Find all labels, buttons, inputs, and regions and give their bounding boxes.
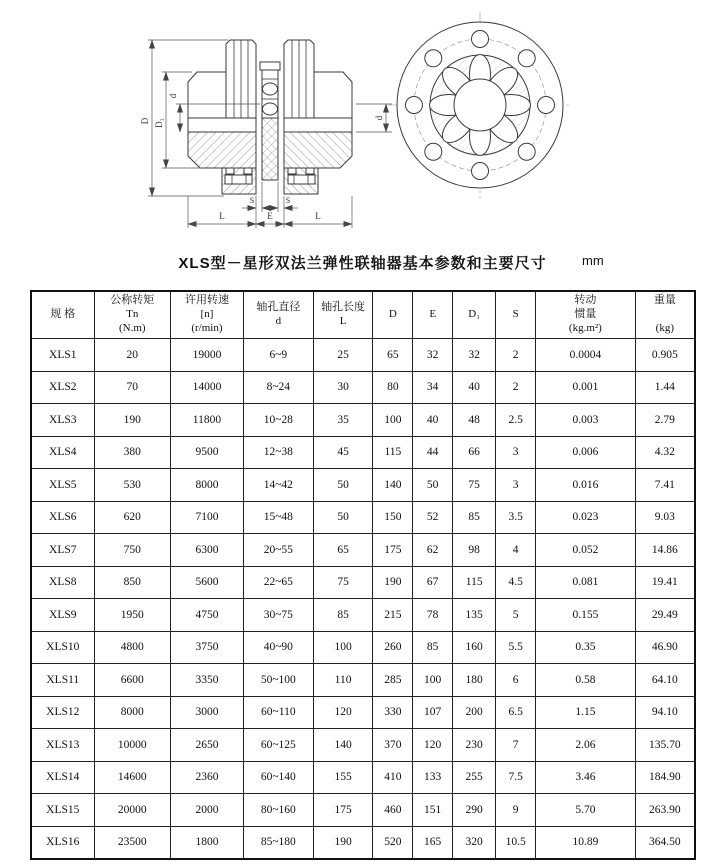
table-cell: 100 (413, 664, 453, 697)
table-cell: 98 (453, 534, 496, 567)
column-header-line (637, 308, 693, 322)
table-cell: 120 (313, 696, 373, 729)
column-header-line: [n] (200, 308, 214, 321)
table-cell: XLS2 (31, 371, 94, 404)
table-cell: 64.10 (635, 664, 695, 697)
column-header-line: S (512, 308, 519, 321)
table-cell: 1800 (170, 826, 243, 859)
column-header-bore-diameter (243, 291, 313, 339)
table-row (31, 469, 695, 502)
technical-drawing (0, 0, 725, 248)
column-header-line: E (429, 308, 437, 321)
table-cell: 10.5 (496, 826, 536, 859)
column-header-speed (170, 291, 243, 339)
table-cell: 20 (94, 339, 170, 372)
table-cell: 60~140 (243, 761, 313, 794)
table-cell: XLS5 (31, 469, 94, 502)
table-cell: 260 (373, 631, 413, 664)
table-cell: 6.5 (496, 696, 536, 729)
table-cell: 29.49 (635, 599, 695, 632)
table-cell: 0.155 (536, 599, 636, 632)
table-cell: 0.016 (536, 469, 636, 502)
table-cell: 100 (373, 404, 413, 437)
table-cell: 20000 (94, 794, 170, 827)
table-cell: 2 (496, 339, 536, 372)
table-cell: 4.5 (496, 566, 536, 599)
table-cell: 5600 (170, 566, 243, 599)
table-cell: 3.46 (536, 761, 636, 794)
table-cell: 530 (94, 469, 170, 502)
table-cell: 48 (453, 404, 496, 437)
table-cell: 85 (453, 501, 496, 534)
table-cell: 140 (373, 469, 413, 502)
unit-label: mm (582, 253, 604, 268)
table-cell: 1.44 (635, 371, 695, 404)
column-header-line: D (388, 308, 397, 321)
table-cell: 2650 (170, 729, 243, 762)
table-cell: 14~42 (243, 469, 313, 502)
table-cell: 4800 (94, 631, 170, 664)
table-cell: 190 (373, 566, 413, 599)
table-cell: 320 (453, 826, 496, 859)
dim-label-S-left: S (249, 196, 255, 205)
table-cell: XLS1 (31, 339, 94, 372)
column-header-bore-length (313, 291, 373, 339)
table-cell: 370 (373, 729, 413, 762)
column-header-E (413, 291, 453, 339)
table-cell: 190 (313, 826, 373, 859)
table-cell: 285 (373, 664, 413, 697)
table-cell: 8000 (94, 696, 170, 729)
table-cell: 19.41 (635, 566, 695, 599)
table-cell: 410 (373, 761, 413, 794)
table-cell: 2.06 (536, 729, 636, 762)
table-cell: 5.5 (496, 631, 536, 664)
dim-label-D1: D₁ (154, 118, 164, 128)
table-cell: 140 (313, 729, 373, 762)
table-cell: 150 (373, 501, 413, 534)
table-cell: 75 (313, 566, 373, 599)
coupling-half (188, 40, 256, 194)
table-cell: 62 (413, 534, 453, 567)
table-cell: 0.052 (536, 534, 636, 567)
table-cell: 175 (373, 534, 413, 567)
column-header-line: 公称转矩 (110, 294, 155, 307)
column-header-line: 重量 (653, 294, 676, 307)
table-cell: 23500 (94, 826, 170, 859)
column-header-line: Tn (126, 308, 139, 321)
table-cell: 66 (453, 436, 496, 469)
table-cell: 50 (413, 469, 453, 502)
table-cell: XLS9 (31, 599, 94, 632)
table-row (31, 664, 695, 697)
column-header-line: 规 格 (50, 308, 76, 321)
table-cell: 80~160 (243, 794, 313, 827)
center-bore (454, 79, 506, 131)
table-cell: 3350 (170, 664, 243, 697)
table-cell: 175 (313, 794, 373, 827)
table-cell: 30~75 (243, 599, 313, 632)
table-cell: 107 (413, 696, 453, 729)
table-cell: 160 (453, 631, 496, 664)
table-cell: 85~180 (243, 826, 313, 859)
table-row (31, 436, 695, 469)
table-cell: 3000 (170, 696, 243, 729)
table-cell: 44 (413, 436, 453, 469)
table-cell: 2 (496, 371, 536, 404)
table-cell: 110 (313, 664, 373, 697)
table-cell: 85 (413, 631, 453, 664)
table-cell: 4.32 (635, 436, 695, 469)
table-cell: 6 (496, 664, 536, 697)
table-cell: 5.70 (536, 794, 636, 827)
table-cell: 3 (496, 436, 536, 469)
table-cell: 0.35 (536, 631, 636, 664)
table-cell: 50~100 (243, 664, 313, 697)
table-cell: 1.15 (536, 696, 636, 729)
coupling-drawing-svg (0, 0, 725, 248)
table-cell: XLS15 (31, 794, 94, 827)
table-cell: XLS14 (31, 761, 94, 794)
table-cell: 46.90 (635, 631, 695, 664)
table-cell: 8000 (170, 469, 243, 502)
table-cell: 0.58 (536, 664, 636, 697)
table-cell: 135.70 (635, 729, 695, 762)
column-header-line: 惯量 (574, 308, 597, 321)
table-cell: 78 (413, 599, 453, 632)
table-cell: 7.5 (496, 761, 536, 794)
table-cell: XLS11 (31, 664, 94, 697)
table-cell: 32 (453, 339, 496, 372)
table-cell: 230 (453, 729, 496, 762)
table-cell: 0.081 (536, 566, 636, 599)
table-cell: 115 (373, 436, 413, 469)
column-header-line: (kg) (655, 321, 674, 334)
table-cell: 4 (496, 534, 536, 567)
table-cell: XLS7 (31, 534, 94, 567)
table-cell: 0.0004 (536, 339, 636, 372)
table-cell: 120 (413, 729, 453, 762)
table-cell: XLS3 (31, 404, 94, 437)
column-header-line: (r/min) (191, 321, 223, 334)
column-header-line: 轴孔直径 (256, 301, 301, 314)
table-cell: 9 (496, 794, 536, 827)
table-cell: 80 (373, 371, 413, 404)
table-cell: XLS4 (31, 436, 94, 469)
table-cell: 380 (94, 436, 170, 469)
table-row (31, 761, 695, 794)
table-cell: 2.5 (496, 404, 536, 437)
table-header-row (31, 291, 695, 339)
table-cell: XLS16 (31, 826, 94, 859)
table-cell: 290 (453, 794, 496, 827)
dim-label-d-left: d (168, 93, 178, 99)
table-cell: 7.41 (635, 469, 695, 502)
table-cell: 850 (94, 566, 170, 599)
table-cell: 165 (413, 826, 453, 859)
table-cell: 40 (453, 371, 496, 404)
table-cell: 6600 (94, 664, 170, 697)
table-row (31, 534, 695, 567)
table-cell: 14600 (94, 761, 170, 794)
table-row (31, 501, 695, 534)
table-cell: 180 (453, 664, 496, 697)
table-cell: XLS12 (31, 696, 94, 729)
table-cell: 25 (313, 339, 373, 372)
section-view (140, 40, 392, 228)
table-cell: 151 (413, 794, 453, 827)
column-header-weight (635, 291, 695, 339)
column-header-S (496, 291, 536, 339)
table-cell: 10~28 (243, 404, 313, 437)
dim-label-d-right: d (374, 115, 384, 121)
table-cell: 2360 (170, 761, 243, 794)
spider-element (260, 62, 280, 180)
table-cell: 19000 (170, 339, 243, 372)
table-cell: 20~55 (243, 534, 313, 567)
table-cell: 135 (453, 599, 496, 632)
table-cell: 263.90 (635, 794, 695, 827)
table-body (31, 339, 695, 860)
table-cell: 52 (413, 501, 453, 534)
dim-label-S-right: S (285, 196, 291, 205)
table-cell: 22~65 (243, 566, 313, 599)
page-title: XLS型－星形双法兰弹性联轴器基本参数和主要尺寸 (178, 255, 547, 272)
column-header-line: L (339, 315, 347, 327)
table-row (31, 599, 695, 632)
table-cell: 0.023 (536, 501, 636, 534)
table-cell: 14000 (170, 371, 243, 404)
table-row (31, 631, 695, 664)
table-row (31, 794, 695, 827)
table-cell: 67 (413, 566, 453, 599)
table-cell: 11800 (170, 404, 243, 437)
table-cell: 50 (313, 501, 373, 534)
table-cell: 200 (453, 696, 496, 729)
dim-label-E: E (267, 211, 273, 221)
dim-label-D: D (140, 117, 150, 125)
table-cell: 155 (313, 761, 373, 794)
spec-table (30, 290, 696, 860)
table-cell: 9.03 (635, 501, 695, 534)
column-header-line: D₁ (468, 308, 481, 321)
table-cell: 30 (313, 371, 373, 404)
table-cell: 750 (94, 534, 170, 567)
column-header-inertia (536, 291, 636, 339)
table-cell: 65 (313, 534, 373, 567)
table-cell: 1950 (94, 599, 170, 632)
table-cell: 184.90 (635, 761, 695, 794)
table-cell: 330 (373, 696, 413, 729)
column-header-line: 转动 (574, 294, 597, 307)
table-cell: 7100 (170, 501, 243, 534)
dim-label-L-left: L (219, 211, 225, 221)
table-cell: 460 (373, 794, 413, 827)
table-cell: XLS10 (31, 631, 94, 664)
table-cell: 215 (373, 599, 413, 632)
column-header-line: (N.m) (118, 321, 146, 334)
table-cell: 115 (453, 566, 496, 599)
table-cell: 6~9 (243, 339, 313, 372)
table-cell: 3750 (170, 631, 243, 664)
column-header-line: d (275, 315, 282, 327)
table-cell: 34 (413, 371, 453, 404)
table-cell: 85 (313, 599, 373, 632)
column-header-torque (94, 291, 170, 339)
table-row (31, 696, 695, 729)
table-cell: 10000 (94, 729, 170, 762)
table-cell: XLS6 (31, 501, 94, 534)
table-cell: 14.86 (635, 534, 695, 567)
table-cell: 2000 (170, 794, 243, 827)
table-cell: 32 (413, 339, 453, 372)
table-row (31, 404, 695, 437)
table-cell: 364.50 (635, 826, 695, 859)
table-cell: 620 (94, 501, 170, 534)
table-cell: 10.89 (536, 826, 636, 859)
table-cell: 8~24 (243, 371, 313, 404)
table-cell: 190 (94, 404, 170, 437)
table-cell: 6300 (170, 534, 243, 567)
column-header-D1 (453, 291, 496, 339)
table-row (31, 826, 695, 859)
table-row (31, 339, 695, 372)
table-cell: 75 (453, 469, 496, 502)
dim-label-L-right: L (315, 211, 321, 221)
table-cell: 0.006 (536, 436, 636, 469)
table-cell: 50 (313, 469, 373, 502)
table-cell: 0.001 (536, 371, 636, 404)
column-header-line: 许用转速 (184, 294, 229, 307)
table-cell: 40~90 (243, 631, 313, 664)
table-cell: 4750 (170, 599, 243, 632)
table-cell: 255 (453, 761, 496, 794)
table-cell: 100 (313, 631, 373, 664)
table-cell: 94.10 (635, 696, 695, 729)
table-cell: 3 (496, 469, 536, 502)
table-cell: 45 (313, 436, 373, 469)
table-cell: 520 (373, 826, 413, 859)
table-cell: 70 (94, 371, 170, 404)
table-cell: 133 (413, 761, 453, 794)
column-header-line: (kg.m²) (568, 321, 602, 334)
table-cell: 0.905 (635, 339, 695, 372)
table-cell: 60~110 (243, 696, 313, 729)
column-header-line: 轴孔长度 (321, 301, 366, 314)
table-cell: 7 (496, 729, 536, 762)
table-cell: 65 (373, 339, 413, 372)
table-row (31, 566, 695, 599)
table-cell: 5 (496, 599, 536, 632)
table-row (31, 371, 695, 404)
table-cell: 12~38 (243, 436, 313, 469)
column-header-D (373, 291, 413, 339)
table-cell: 0.003 (536, 404, 636, 437)
table-cell: 15~48 (243, 501, 313, 534)
table-cell: 9500 (170, 436, 243, 469)
column-header-spec (31, 291, 94, 339)
table-cell: 35 (313, 404, 373, 437)
table-cell: 3.5 (496, 501, 536, 534)
table-cell: 2.79 (635, 404, 695, 437)
table-cell: 60~125 (243, 729, 313, 762)
table-cell: 40 (413, 404, 453, 437)
front-view (388, 12, 572, 198)
table-row (31, 729, 695, 762)
title-bar (0, 252, 725, 278)
table-cell: XLS8 (31, 566, 94, 599)
table-cell: XLS13 (31, 729, 94, 762)
